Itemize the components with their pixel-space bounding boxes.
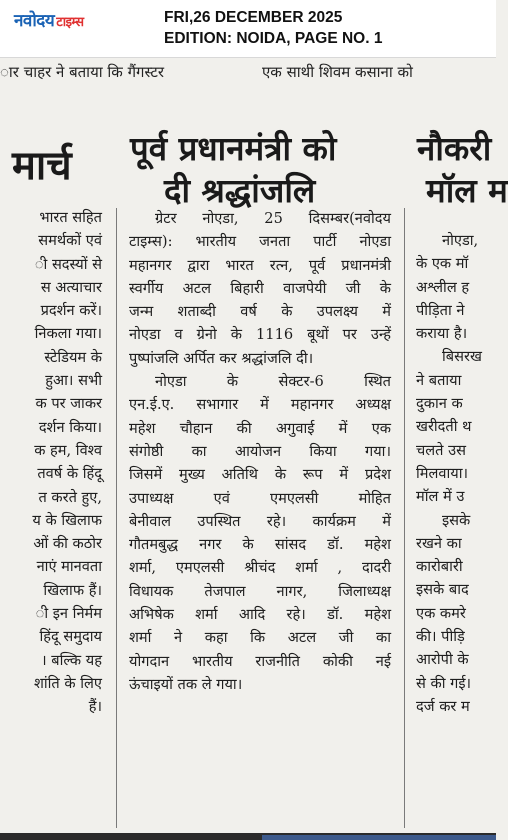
text-line: क हम, विश्व [34,441,102,459]
text-line: स्वर्गीय अटल बिहारी वाजपेयी जी के [129,279,391,297]
text-line: मॉल में उ [416,488,465,506]
text-line: नोएडा के सेक्टर-6 स्थित [155,373,391,391]
text-line: इसके बाद [416,581,469,599]
text-line: खिलाफ हैं। [43,581,102,599]
text-line: महेश चौहान की अगुवाई में एक [129,419,391,437]
next-article-image-edge [262,835,496,840]
text-line: स्टेडियम के [44,348,102,366]
text-line: मिलवाया। [416,464,469,482]
text-line: हुआ। सभी [45,372,102,390]
left-article-headline: मार्च [12,143,72,189]
text-line: कारोबारी [416,558,463,576]
text-line: की। पीड़ि [416,628,465,646]
text-line: दुकान क [416,395,463,413]
text-line: रखने का [416,534,462,552]
text-line: महानगर द्वारा भारत रत्न, पूर्व प्रधानमंत्री [129,256,391,274]
column-divider-left [116,208,117,828]
text-line: पुष्पांजलि अर्पित कर श्रद्धांजलि दी। [129,349,314,367]
left-article-body [0,206,102,719]
text-line: योगदान भारतीय राजनीति कोकी नई [129,652,391,670]
newspaper-page [0,58,508,840]
text-line: दर्शन किया। [38,418,102,436]
column-divider-right [404,208,405,828]
logo-suffix-text: टाइम्स [56,15,84,30]
text-line: ओं की कठोर [33,535,102,553]
text-line: तवर्ष के हिंदू [37,465,102,483]
text-line: अश्लील ह [416,278,470,296]
right-article-headline-line2: मॉल म [426,171,508,210]
epaper-header [0,0,496,58]
text-line: नोएडा, [442,232,479,249]
text-line: टाइम्स): भारतीय जनता पार्टी नोएडा [129,233,391,251]
text-line: विधायक तेजपाल नागर, जिलाध्यक्ष [129,582,391,600]
edition-line: EDITION: NOIDA, PAGE NO. 1 [164,30,383,47]
top-fragment-left: ार चाहर ने बताया कि गैंगस्टर [0,63,165,81]
next-article-strip [0,833,496,840]
text-line: शांति के लिए [33,674,102,692]
text-line: शर्मा ने कहा कि अटल जी का [129,629,391,647]
text-line: हिंदू समुदाय [39,628,102,646]
edition-info [164,7,484,49]
text-line: निकला गया। [34,325,102,343]
logo-main-text: नवोदय [14,11,55,31]
text-line: इसके [442,511,471,529]
text-line: दर्ज कर म [416,697,470,715]
text-line: ी इन निर्मम [35,605,102,623]
text-line: उपाध्यक्ष एवं एमएलसी मोहित [129,489,391,507]
text-line: ने बताया [416,371,462,389]
text-line: भारत सहित [39,209,102,226]
main-article-headline-line2: दी श्रद्धांजलि [164,171,316,210]
text-line: य के खिलाफ [32,511,102,529]
text-line: ग्रेटर नोएडा, 25 दिसम्बर(नवोदय [155,210,391,227]
text-line: प्रदर्शन करें। [40,302,102,320]
top-fragment-right: एक साथी शिवम कसाना को [262,63,413,81]
text-line: क पर जाकर [35,395,102,413]
text-line: । बल्कि यह [41,651,102,669]
right-article-body [416,229,496,718]
text-line: ऊंचाइयों तक ले गया। [129,675,243,693]
text-line: एक कमरे [416,604,466,622]
text-line: समर्थकों एवं [38,232,102,250]
date-line: FRI,26 DECEMBER 2025 [164,9,343,26]
text-line: स अत्याचार [40,278,102,296]
text-line: जिसमें मुख्य अतिथि के रूप में प्रदेश [129,466,391,484]
text-line: हैं। [88,698,102,716]
text-line: ी सदस्यों से [34,255,102,273]
text-line: से की गई। [416,674,472,692]
text-line: चलते उस [416,441,466,459]
text-line: संगोष्ठी का आयोजन किया गया। [129,442,391,460]
text-line: खरीदती थ [416,418,472,436]
main-article-headline-line1: पूर्व प्रधानमंत्री को [130,129,337,168]
main-article-body [129,207,391,696]
text-line: अभिषेक शर्मा आदि रहे। डॉ. महेश [129,606,391,624]
text-line: के एक मॉ [416,255,469,273]
text-line: नाएं मानवता [36,558,102,576]
text-line: बेनीवाल उपस्थित रहे। कार्यक्रम में [129,512,391,530]
text-line: शर्मा, एमएलसी श्रीचंद शर्मा , दादरी [129,559,391,577]
text-line: कराया है। [416,325,468,343]
text-line: बिसरख [442,348,482,366]
text-line: आरोपी के [416,651,469,669]
text-line: गौतमबुद्ध नगर के सांसद डॉ. महेश [129,536,391,554]
right-article-headline-line1: नौकरी [417,129,492,168]
newspaper-logo[interactable] [14,8,84,34]
text-line: जन्म शताब्दी वर्ष के उपलक्ष्य में [129,303,391,321]
text-line: नोएडा व ग्रेनो के 1116 बूथों पर उन्हें [129,326,391,344]
text-line: एन.ई.ए. सभागार में महानगर अध्यक्ष [129,396,391,414]
text-line: पीड़िता ने [416,301,465,319]
text-line: त करते हुए, [38,488,102,506]
